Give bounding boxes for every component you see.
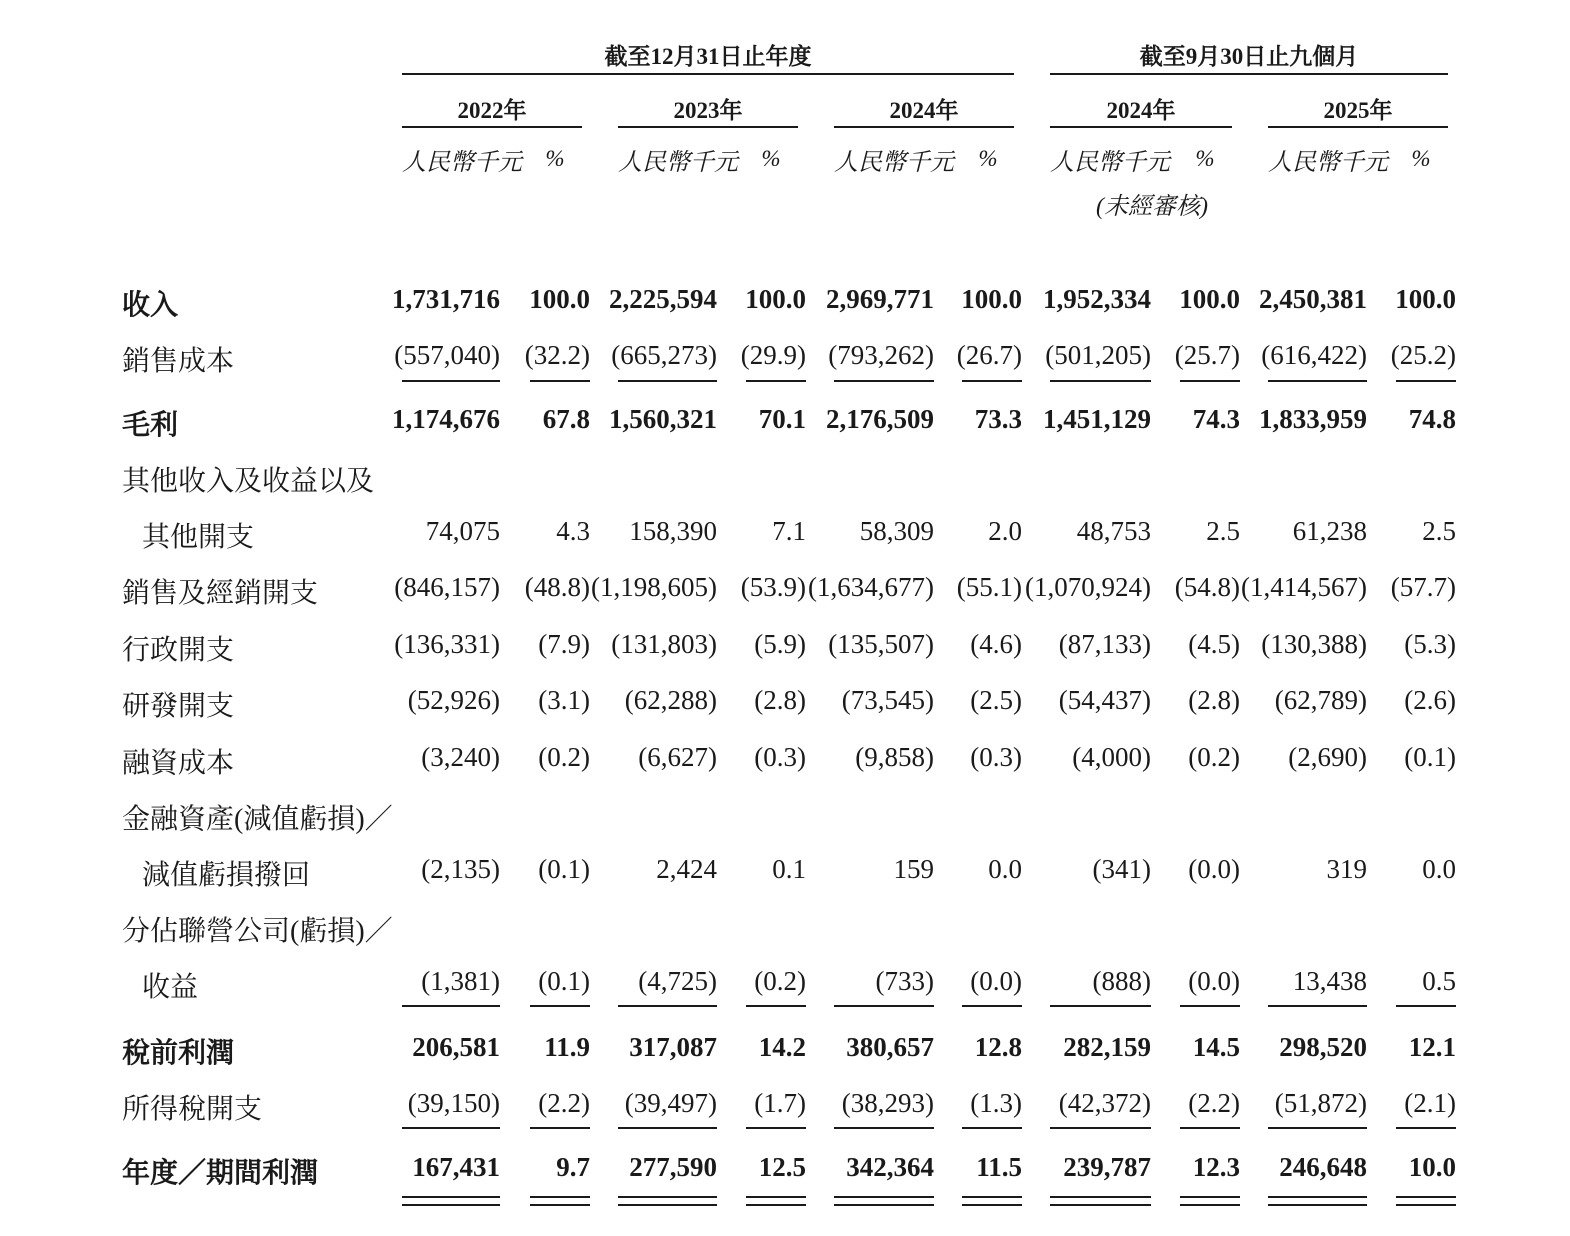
amount-cell: (4,725) <box>638 966 717 996</box>
pct-header: % <box>545 146 565 171</box>
percent-cell: 74.3 <box>1192 404 1240 434</box>
row-label: 行政開支 <box>122 635 235 666</box>
amount-cell: (136,331) <box>394 629 500 659</box>
sum-rule <box>1396 380 1456 382</box>
sum-rule <box>618 1196 717 1198</box>
year-underline <box>834 126 1014 128</box>
amount-cell: 13,438 <box>1292 966 1367 996</box>
sum-rule <box>1396 1196 1456 1198</box>
amount-cell: 1,731,716 <box>392 284 500 314</box>
amount-cell: 246,648 <box>1279 1152 1367 1182</box>
row-label: 年度／期間利潤 <box>122 1158 319 1189</box>
percent-cell: (32.2) <box>524 340 590 370</box>
percent-cell: 14.2 <box>758 1032 806 1062</box>
amount-cell: 61,238 <box>1292 516 1367 546</box>
year-underline <box>1050 126 1232 128</box>
amount-cell: 319 <box>1326 854 1367 884</box>
row-label: 銷售及經銷開支 <box>122 578 319 609</box>
percent-cell: (0.3) <box>970 742 1022 772</box>
amount-cell: (39,497) <box>624 1088 717 1118</box>
sum-rule <box>746 1196 806 1198</box>
row-label: 其他開支 <box>142 522 255 553</box>
sum-rule <box>1268 1127 1367 1129</box>
percent-cell: 100.0 <box>961 284 1022 314</box>
percent-cell: (29.9) <box>740 340 806 370</box>
sum-rule <box>530 1204 590 1206</box>
percent-cell: 9.7 <box>556 1152 590 1182</box>
sum-rule <box>1050 1127 1151 1129</box>
amount-cell: (1,198,605) <box>591 572 717 602</box>
amount-cell: (1,070,924) <box>1025 572 1151 602</box>
amount-cell: (793,262) <box>828 340 934 370</box>
sum-rule <box>834 1127 934 1129</box>
amount-cell: 1,560,321 <box>609 404 717 434</box>
sum-rule <box>1396 1005 1456 1007</box>
row-label: 收益 <box>142 972 199 1003</box>
amount-cell: 206,581 <box>412 1032 500 1062</box>
sum-rule <box>1180 1005 1240 1007</box>
sum-rule <box>834 1196 934 1198</box>
pct-header: % <box>1195 146 1215 171</box>
amount-cell: (665,273) <box>611 340 717 370</box>
amount-cell: 342,364 <box>846 1152 934 1182</box>
row-label: 分佔聯營公司(虧損)／ <box>122 916 393 947</box>
amount-cell: (54,437) <box>1058 685 1151 715</box>
sum-rule <box>1050 1196 1151 1198</box>
sum-rule <box>834 380 934 382</box>
percent-cell: (2.8) <box>1188 685 1240 715</box>
sum-rule <box>746 380 806 382</box>
pct-header: % <box>1411 146 1431 171</box>
amount-cell: 2,969,771 <box>826 284 934 314</box>
amount-cell: (846,157) <box>394 572 500 602</box>
percent-cell: (0.3) <box>754 742 806 772</box>
percent-cell: 7.1 <box>772 516 806 546</box>
sum-rule <box>962 1196 1022 1198</box>
percent-cell: (5.9) <box>754 629 806 659</box>
year-underline <box>1268 126 1448 128</box>
percent-cell: (25.7) <box>1174 340 1240 370</box>
amount-cell: 1,451,129 <box>1043 404 1151 434</box>
year-header-2022: 2022年 <box>457 98 527 123</box>
percent-cell: 10.0 <box>1408 1152 1456 1182</box>
sum-rule <box>1050 380 1151 382</box>
sum-rule <box>1268 1196 1367 1198</box>
amount-cell: (131,803) <box>611 629 717 659</box>
amount-cell: (38,293) <box>841 1088 934 1118</box>
sum-rule <box>1180 1196 1240 1198</box>
amount-cell: 239,787 <box>1063 1152 1151 1182</box>
amount-cell: (62,288) <box>624 685 717 715</box>
amount-cell: 1,833,959 <box>1259 404 1367 434</box>
amount-cell: (1,381) <box>421 966 500 996</box>
percent-cell: 0.1 <box>772 854 806 884</box>
amount-cell: (1,414,567) <box>1241 572 1367 602</box>
sum-rule <box>834 1204 934 1206</box>
percent-cell: 4.3 <box>556 516 590 546</box>
sum-rule <box>962 380 1022 382</box>
percent-cell: (0.0) <box>1188 966 1240 996</box>
sum-rule <box>402 1196 500 1198</box>
sum-rule <box>402 380 500 382</box>
group-underline <box>402 73 1014 75</box>
percent-cell: (4.6) <box>970 629 1022 659</box>
percent-cell: (0.2) <box>754 966 806 996</box>
sum-rule <box>1396 1127 1456 1129</box>
unit-header: 人民幣千元 <box>1050 150 1170 176</box>
percent-cell: 67.8 <box>542 404 590 434</box>
amount-cell: 167,431 <box>412 1152 500 1182</box>
amount-cell: 1,174,676 <box>392 404 500 434</box>
amount-cell: (9,858) <box>855 742 934 772</box>
amount-cell: 74,075 <box>425 516 500 546</box>
percent-cell: (0.0) <box>1188 854 1240 884</box>
amount-cell: (557,040) <box>394 340 500 370</box>
amount-cell: (42,372) <box>1058 1088 1151 1118</box>
amount-cell: (733) <box>875 966 934 996</box>
sum-rule <box>1268 380 1367 382</box>
percent-cell: (0.1) <box>538 966 590 996</box>
percent-cell: 12.8 <box>974 1032 1022 1062</box>
amount-cell: (6,627) <box>638 742 717 772</box>
amount-cell: 2,225,594 <box>609 284 717 314</box>
percent-cell: 2.5 <box>1206 516 1240 546</box>
row-label: 金融資產(減值虧損)／ <box>122 804 393 835</box>
percent-cell: (26.7) <box>956 340 1022 370</box>
amount-cell: (1,634,677) <box>808 572 934 602</box>
amount-cell: (501,205) <box>1045 340 1151 370</box>
sum-rule <box>1180 1127 1240 1129</box>
percent-cell: 14.5 <box>1192 1032 1240 1062</box>
amount-cell: (2,690) <box>1288 742 1367 772</box>
year-header-2024: 2024年 <box>889 98 959 123</box>
sum-rule <box>1268 1204 1367 1206</box>
percent-cell: (2.1) <box>1404 1088 1456 1118</box>
percent-cell: 100.0 <box>745 284 806 314</box>
unit-header: 人民幣千元 <box>618 150 738 176</box>
percent-cell: (5.3) <box>1404 629 1456 659</box>
unit-header: 人民幣千元 <box>402 150 522 176</box>
percent-cell: (0.1) <box>1404 742 1456 772</box>
sum-rule <box>530 1196 590 1198</box>
amount-cell: (52,926) <box>407 685 500 715</box>
percent-cell: 70.1 <box>758 404 806 434</box>
percent-cell: (0.0) <box>970 966 1022 996</box>
row-label: 所得稅開支 <box>122 1094 263 1125</box>
row-label: 融資成本 <box>122 748 235 779</box>
percent-cell: (57.7) <box>1390 572 1456 602</box>
amount-cell: 277,590 <box>629 1152 717 1182</box>
amount-cell: 380,657 <box>846 1032 934 1062</box>
row-label: 其他收入及收益以及 <box>122 466 375 497</box>
sum-rule <box>402 1204 500 1206</box>
row-label: 毛利 <box>122 410 179 441</box>
group-header-year-ended: 截至12月31日止年度 <box>604 44 812 69</box>
year-header-2024-nine-months: 2024年 <box>1106 98 1176 123</box>
amount-cell: (51,872) <box>1274 1088 1367 1118</box>
amount-cell: 58,309 <box>859 516 934 546</box>
amount-cell: (39,150) <box>407 1088 500 1118</box>
pct-header: % <box>978 146 998 171</box>
sum-rule <box>962 1127 1022 1129</box>
sum-rule <box>530 1127 590 1129</box>
percent-cell: 0.0 <box>988 854 1022 884</box>
percent-cell: 73.3 <box>974 404 1022 434</box>
amount-cell: (2,135) <box>421 854 500 884</box>
sum-rule <box>530 1005 590 1007</box>
amount-cell: 298,520 <box>1279 1032 1367 1062</box>
sum-rule <box>1050 1204 1151 1206</box>
unaudited-note: (未經審核) <box>1096 194 1208 220</box>
pct-header: % <box>761 146 781 171</box>
year-underline <box>402 126 582 128</box>
percent-cell: 0.0 <box>1422 854 1456 884</box>
amount-cell: (62,789) <box>1274 685 1367 715</box>
unit-header: 人民幣千元 <box>834 150 954 176</box>
amount-cell: (4,000) <box>1072 742 1151 772</box>
amount-cell: 317,087 <box>629 1032 717 1062</box>
year-header-2023: 2023年 <box>673 98 743 123</box>
sum-rule <box>1180 380 1240 382</box>
unit-header: 人民幣千元 <box>1268 150 1388 176</box>
percent-cell: 12.3 <box>1192 1152 1240 1182</box>
percent-cell: (1.7) <box>754 1088 806 1118</box>
amount-cell: 158,390 <box>629 516 717 546</box>
amount-cell: (73,545) <box>841 685 934 715</box>
sum-rule <box>618 1204 717 1206</box>
amount-cell: (888) <box>1092 966 1151 996</box>
percent-cell: (53.9) <box>740 572 806 602</box>
percent-cell: (1.3) <box>970 1088 1022 1118</box>
amount-cell: 1,952,334 <box>1043 284 1151 314</box>
percent-cell: (0.1) <box>538 854 590 884</box>
sum-rule <box>746 1005 806 1007</box>
sum-rule <box>402 1127 500 1129</box>
amount-cell: (341) <box>1092 854 1151 884</box>
percent-cell: 2.0 <box>988 516 1022 546</box>
percent-cell: (4.5) <box>1188 629 1240 659</box>
percent-cell: (25.2) <box>1390 340 1456 370</box>
year-header-2025-nine-months: 2025年 <box>1323 98 1393 123</box>
percent-cell: 11.9 <box>544 1032 590 1062</box>
percent-cell: (2.5) <box>970 685 1022 715</box>
row-label: 收入 <box>122 290 179 321</box>
row-label: 減值虧損撥回 <box>142 860 311 891</box>
percent-cell: 2.5 <box>1422 516 1456 546</box>
sum-rule <box>618 1005 717 1007</box>
percent-cell: (2.2) <box>1188 1088 1240 1118</box>
sum-rule <box>530 380 590 382</box>
sum-rule <box>618 380 717 382</box>
row-label: 稅前利潤 <box>122 1038 235 1069</box>
percent-cell: (54.8) <box>1174 572 1240 602</box>
percent-cell: (2.6) <box>1404 685 1456 715</box>
sum-rule <box>746 1204 806 1206</box>
percent-cell: (2.2) <box>538 1088 590 1118</box>
sum-rule <box>1180 1204 1240 1206</box>
percent-cell: (0.2) <box>538 742 590 772</box>
percent-cell: (3.1) <box>538 685 590 715</box>
percent-cell: (0.2) <box>1188 742 1240 772</box>
sum-rule <box>1396 1204 1456 1206</box>
amount-cell: (3,240) <box>421 742 500 772</box>
percent-cell: 12.1 <box>1408 1032 1456 1062</box>
sum-rule <box>834 1005 934 1007</box>
sum-rule <box>618 1127 717 1129</box>
amount-cell: 48,753 <box>1076 516 1151 546</box>
row-label: 銷售成本 <box>122 346 235 377</box>
sum-rule <box>402 1005 500 1007</box>
sum-rule <box>962 1005 1022 1007</box>
amount-cell: 2,424 <box>656 854 717 884</box>
amount-cell: (87,133) <box>1058 629 1151 659</box>
percent-cell: 12.5 <box>758 1152 806 1182</box>
amount-cell: 2,176,509 <box>826 404 934 434</box>
group-header-nine-months: 截至9月30日止九個月 <box>1139 44 1359 69</box>
amount-cell: (135,507) <box>828 629 934 659</box>
percent-cell: (7.9) <box>538 629 590 659</box>
amount-cell: (616,422) <box>1261 340 1367 370</box>
amount-cell: 159 <box>893 854 934 884</box>
percent-cell: 0.5 <box>1422 966 1456 996</box>
percent-cell: 100.0 <box>1395 284 1456 314</box>
percent-cell: (55.1) <box>956 572 1022 602</box>
sum-rule <box>1268 1005 1367 1007</box>
amount-cell: (130,388) <box>1261 629 1367 659</box>
sum-rule <box>962 1204 1022 1206</box>
percent-cell: 100.0 <box>529 284 590 314</box>
amount-cell: 2,450,381 <box>1259 284 1367 314</box>
percent-cell: 74.8 <box>1408 404 1456 434</box>
percent-cell: 11.5 <box>976 1152 1022 1182</box>
percent-cell: 100.0 <box>1179 284 1240 314</box>
year-underline <box>618 126 798 128</box>
percent-cell: (2.8) <box>754 685 806 715</box>
group-underline <box>1050 73 1448 75</box>
percent-cell: (48.8) <box>524 572 590 602</box>
sum-rule <box>1050 1005 1151 1007</box>
amount-cell: 282,159 <box>1063 1032 1151 1062</box>
sum-rule <box>746 1127 806 1129</box>
row-label: 研發開支 <box>122 691 235 722</box>
